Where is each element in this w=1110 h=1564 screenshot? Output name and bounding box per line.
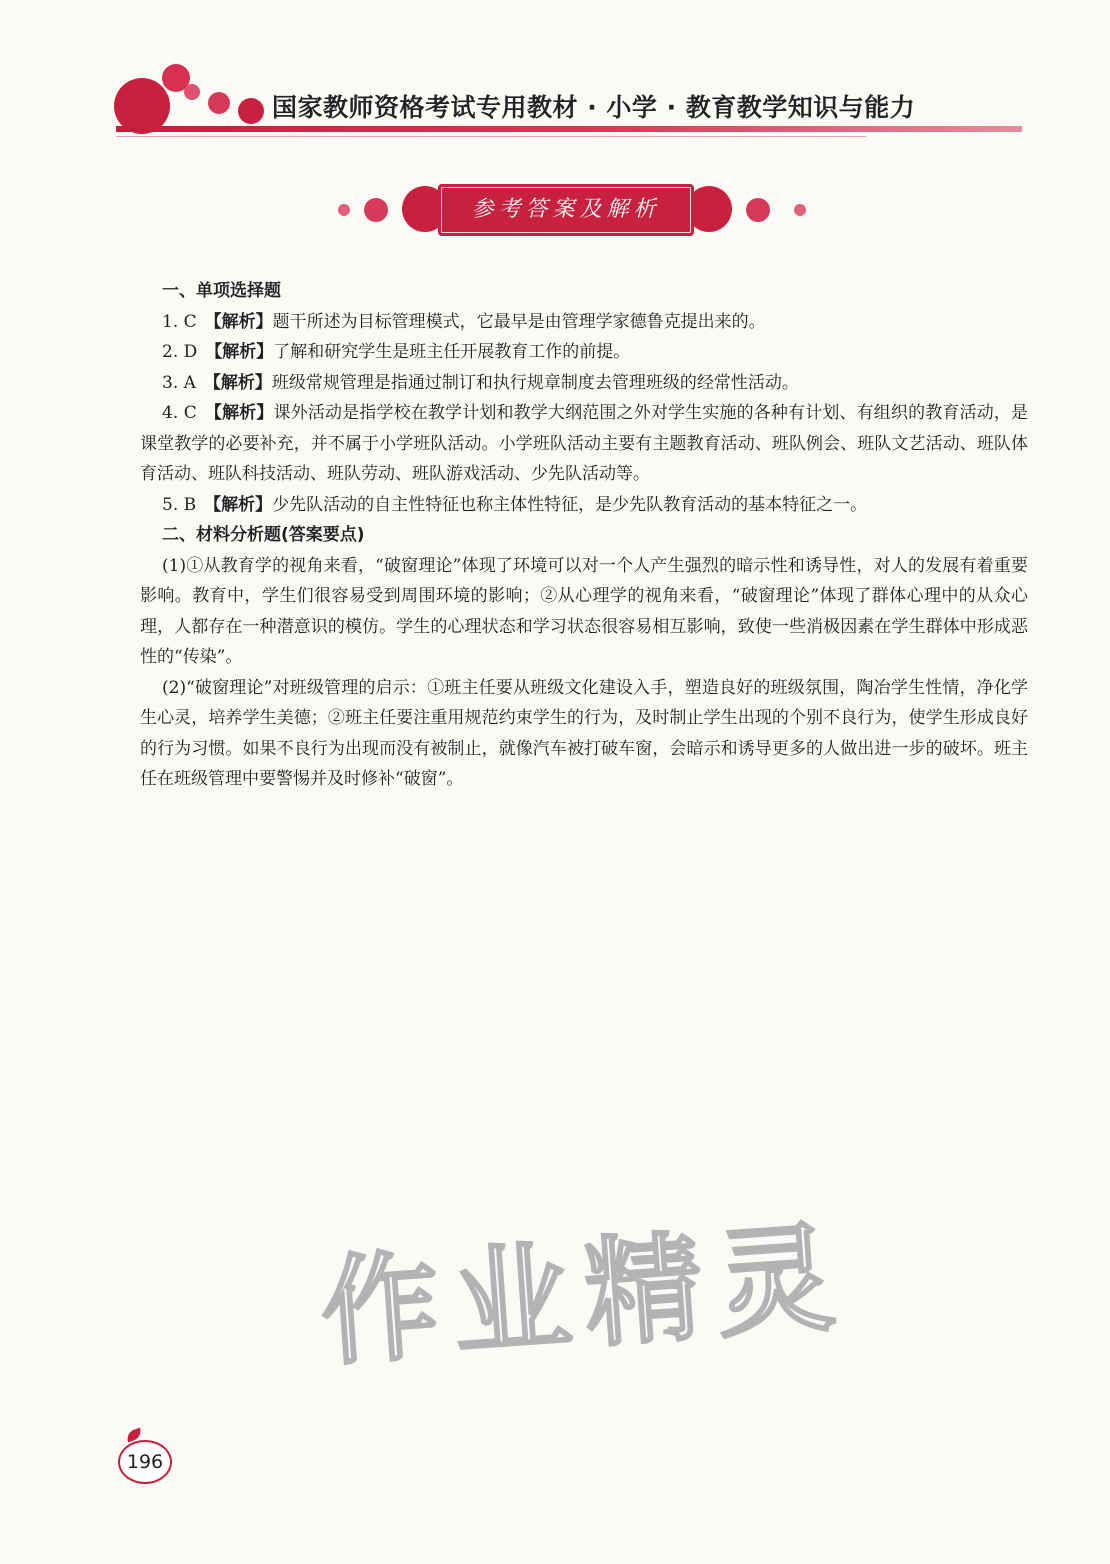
analysis-tag: 【解析】 [204,403,274,423]
banner-title: 参考答案及解析 [471,197,661,222]
banner-decor-dot [338,204,350,216]
answer-item [140,368,1028,399]
answer-item [140,490,1028,521]
analysis-tag: 【解析】 [204,494,273,515]
answer-number: 1. C [162,311,197,332]
header-decor-circle [208,92,230,114]
section-banner [438,184,694,236]
answer-text: 题干所述为目标管理模式，它最早是由管理学家德鲁克提出来的。 [272,311,766,332]
banner-decor-dot [746,198,770,222]
answer-item [140,398,1028,490]
answer-number: 2. D [162,342,198,362]
answer-number: 5. B [162,494,197,515]
section-title-single-choice: 一、单项选择题 [162,281,281,301]
answer-content [140,276,1028,795]
page-number-badge [118,1440,172,1484]
answer-number: 4. C [162,403,197,423]
header-rule [116,126,1022,132]
analysis-tag: 【解析】 [205,342,274,362]
banner-decor-dot [364,198,388,222]
analysis-paragraph: (2)“破窗理论”对班级管理的启示：①班主任要从班级文化建设入手，塑造良好的班级氛围，陶冶学生性情，净化学生心灵，培养学生美德；②班主任要注重用规范约束学生的行为，及时制止学生出现的个别不良行为，使学生形成良好的行为习惯。如果不良行为出现而没有被制止，就像汽车被打破车窗，会暗示和诱导更多的人做出进一步的破坏。班主任在班级管理中要警惕并及时修补“破窗”。 [140,677,1028,789]
watermark: 作业精灵 [316,1207,853,1383]
analysis-tag: 【解析】 [204,311,273,332]
answer-item [140,337,1028,368]
section-title-material-analysis: 二、材料分析题(答案要点) [162,525,365,545]
header-title: 国家教师资格考试专用教材 · 小学 · 教育教学知识与能力 [272,93,916,122]
header-rule-thin [116,136,866,137]
answer-number: 3. A [162,372,196,393]
answer-text: 班级常规管理是指通过制订和执行规章制度去管理班级的经常性活动。 [271,372,799,393]
analysis-tag: 【解析】 [203,372,272,393]
analysis-paragraph: (1)①从教育学的视角来看，“破窗理论”体现了环境可以对一个人产生强烈的暗示性和诱导性，对人的发展有着重要影响。教育中，学生们很容易受到周围环境的影响；②从心理学的视角来看，“破窗理论”体现了群体心理中的从众心理，人都存在一种潜意识的模仿。学生的心理状态和学习状态很容易相互影响，致使一些消极因素在学生群体中形成恶性的“传染”。 [140,555,1028,667]
answer-text: 了解和研究学生是班主任开展教育工作的前提。 [273,342,631,362]
answer-text: 课外活动是指学校在教学计划和教学大纲范围之外对学生实施的各种有计划、有组织的教育活动，是课堂教学的必要补充，并不属于小学班队活动。小学班队活动主要有主题教育活动、班队例会、班队文艺活动、班队体育活动、班队科技活动、班队劳动、班队游戏活动、少先队活动等。 [140,403,1029,484]
header-decor-circle [238,98,264,124]
header-decor-circle [184,84,200,100]
banner-decor-dot [794,204,806,216]
answer-item [140,307,1028,338]
answer-text: 少先队活动的自主性特征也称主体性特征，是少先队教育活动的基本特征之一。 [272,494,868,515]
page-number: 196 [126,1451,164,1473]
